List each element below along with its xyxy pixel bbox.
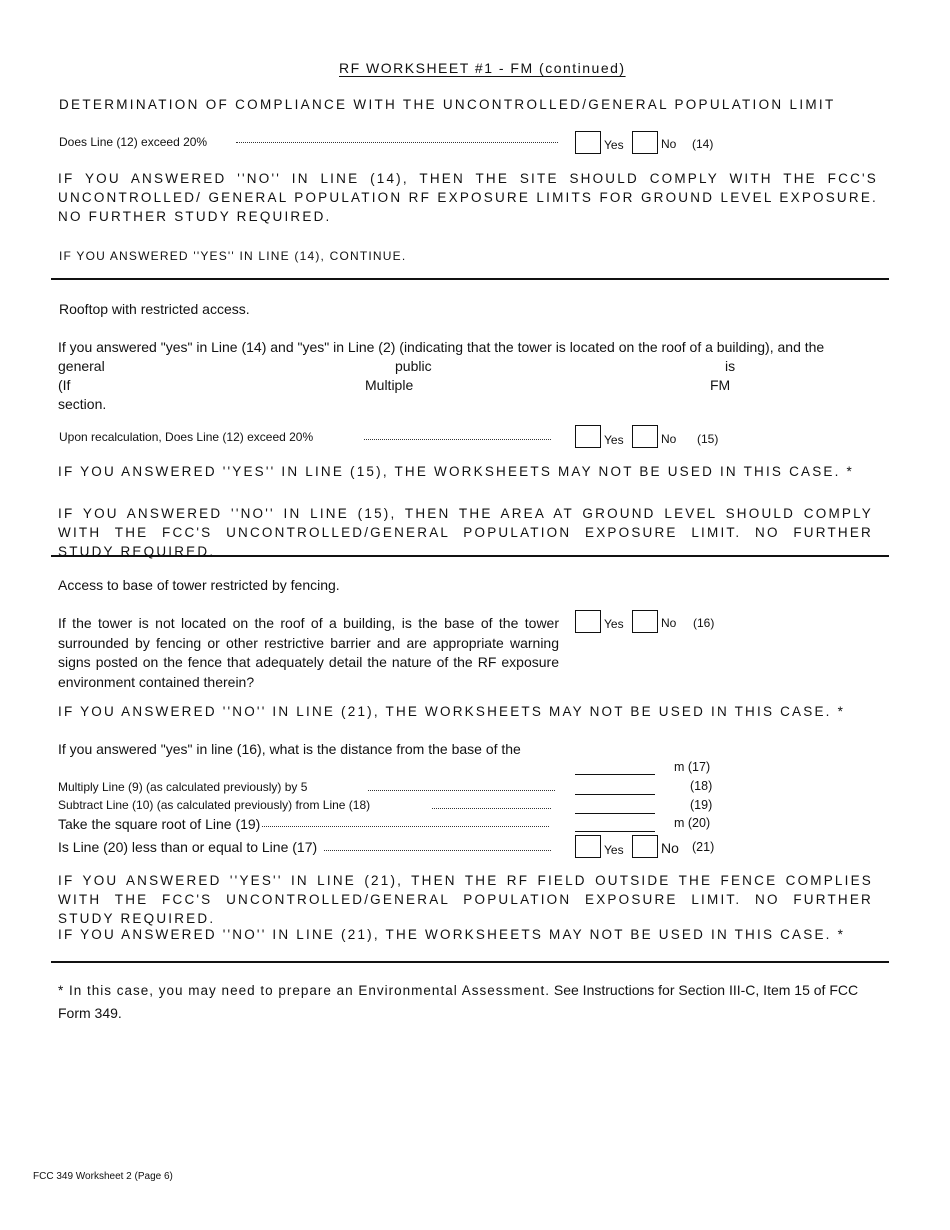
- line-number-21: (21): [692, 840, 715, 854]
- footnote-part1: * In this case, you may need to prepare an Environmental Assessment.: [58, 983, 550, 998]
- line-number-19: (19): [690, 798, 713, 812]
- line-19-input[interactable]: [575, 813, 655, 814]
- rooftop-paragraph-word: is: [725, 358, 736, 374]
- checkbox-16-yes[interactable]: [575, 610, 601, 633]
- line-17-input[interactable]: [575, 774, 655, 775]
- distance-question: If you answered "yes" in line (16), what is the distance from the base of the: [58, 741, 521, 757]
- footnote-part2: See Instructions for Section III-C, Item 15 of FCC Form 349.: [58, 982, 859, 1021]
- question-14-label: Does Line (12) exceed 20%: [59, 135, 208, 149]
- rooftop-paragraph-line1: If you answered "yes" in Line (14) and "yes" in Line (2) (indicating that the tower is located on the roof of a building), and the: [58, 339, 825, 355]
- rooftop-paragraph-word: public: [395, 358, 432, 374]
- no-label: No: [661, 616, 677, 630]
- divider: [51, 278, 889, 280]
- divider: [51, 961, 889, 963]
- question-16-text: If the tower is not located on the roof of a building, is the base of the tower surrounded by fencing or other restrictive barrier and are appropriate warning signs posted on the fence that adequately detail the nature of the RF exposure environment contained therein?: [58, 615, 559, 690]
- checkbox-14-yes[interactable]: [575, 131, 601, 154]
- rooftop-paragraph-word: FM: [710, 377, 731, 393]
- page-footer: FCC 349 Worksheet 2 (Page 6): [33, 1171, 173, 1182]
- rooftop-paragraph-word: section.: [58, 396, 107, 412]
- line-number-14: (14): [692, 137, 714, 151]
- rooftop-paragraph-word: Multiple: [365, 377, 414, 393]
- divider: [51, 555, 889, 557]
- section-heading-rooftop: Rooftop with restricted access.: [59, 301, 250, 317]
- instruction-no-14: IF YOU ANSWERED ''NO'' IN LINE (14), THEN THE SITE SHOULD COMPLY WITH THE FCC'S UNCONTROLLED/ GENERAL POPULATION RF EXPOSURE LIMITS FOR GROUND LEVEL EXPOSURE. NO FURTHER STUDY REQUIRED.: [58, 171, 878, 224]
- question-15-label: Upon recalculation, Does Line (12) exceed 20%: [59, 430, 314, 444]
- instruction-yes-15: IF YOU ANSWERED ''YES'' IN LINE (15), THE WORKSHEETS MAY NOT BE USED IN THIS CASE. *: [58, 464, 854, 479]
- checkbox-16-no[interactable]: [632, 610, 658, 633]
- yes-label: Yes: [604, 843, 624, 857]
- checkbox-15-yes[interactable]: [575, 425, 601, 448]
- line-18-label: Multiply Line (9) (as calculated previously) by 5: [58, 780, 308, 794]
- instruction-yes-21: IF YOU ANSWERED ''YES'' IN LINE (21), THEN THE RF FIELD OUTSIDE THE FENCE COMPLIES WITH THE FCC'S UNCONTROLLED/GENERAL POPULATION EXPOSURE LIMIT. NO FURTHER STUDY REQUIRED.: [58, 873, 873, 926]
- checkbox-14-no[interactable]: [632, 131, 658, 154]
- leader-dots: [262, 826, 549, 827]
- line-number-20: m (20): [674, 816, 711, 830]
- rooftop-paragraph-word: (If: [58, 377, 71, 393]
- line-number-15: (15): [697, 432, 719, 446]
- footnote: [58, 979, 880, 1025]
- section-heading-compliance: DETERMINATION OF COMPLIANCE WITH THE UNCONTROLLED/GENERAL POPULATION LIMIT: [59, 97, 836, 112]
- instruction-yes-14: IF YOU ANSWERED ''YES'' IN LINE (14), CONTINUE.: [59, 249, 407, 263]
- leader-dots: [368, 790, 555, 791]
- no-label: No: [661, 137, 677, 151]
- instruction-no-21: IF YOU ANSWERED ''NO'' IN LINE (21), THE WORKSHEETS MAY NOT BE USED IN THIS CASE. *: [58, 927, 846, 942]
- line-18-input[interactable]: [575, 794, 655, 795]
- no-label: No: [661, 840, 679, 856]
- yes-label: Yes: [604, 138, 624, 152]
- line-number-18: (18): [690, 779, 713, 793]
- leader-dots: [432, 808, 551, 809]
- line-number-16: (16): [693, 616, 715, 630]
- checkbox-15-no[interactable]: [632, 425, 658, 448]
- section-heading-fencing: Access to base of tower restricted by fencing.: [58, 577, 340, 593]
- instruction-no-16: IF YOU ANSWERED ''NO'' IN LINE (21), THE WORKSHEETS MAY NOT BE USED IN THIS CASE. *: [58, 704, 846, 719]
- line-20-input[interactable]: [575, 831, 655, 832]
- yes-label: Yes: [604, 617, 624, 631]
- line-number-17: m (17): [674, 760, 711, 774]
- checkbox-21-yes[interactable]: [575, 835, 601, 858]
- yes-label: Yes: [604, 433, 624, 447]
- line-21-label: Is Line (20) less than or equal to Line (17): [58, 839, 318, 855]
- leader-dots: [324, 850, 551, 851]
- line-19-label: Subtract Line (10) (as calculated previously) from Line (18): [58, 798, 371, 812]
- checkbox-21-no[interactable]: [632, 835, 658, 858]
- rooftop-paragraph-word: general: [58, 358, 105, 374]
- line-20-label: Take the square root of Line (19): [58, 816, 261, 832]
- page-title: RF WORKSHEET #1 - FM (continued): [339, 60, 626, 76]
- leader-dots: [364, 439, 551, 440]
- instruction-no-15: IF YOU ANSWERED ''NO'' IN LINE (15), THEN THE AREA AT GROUND LEVEL SHOULD COMPLY WITH THE FCC'S UNCONTROLLED/GENERAL POPULATION EXPOSURE LIMIT. NO FURTHER STUDY REQUIRED.: [58, 506, 873, 559]
- no-label: No: [661, 432, 677, 446]
- leader-dots: [236, 142, 558, 143]
